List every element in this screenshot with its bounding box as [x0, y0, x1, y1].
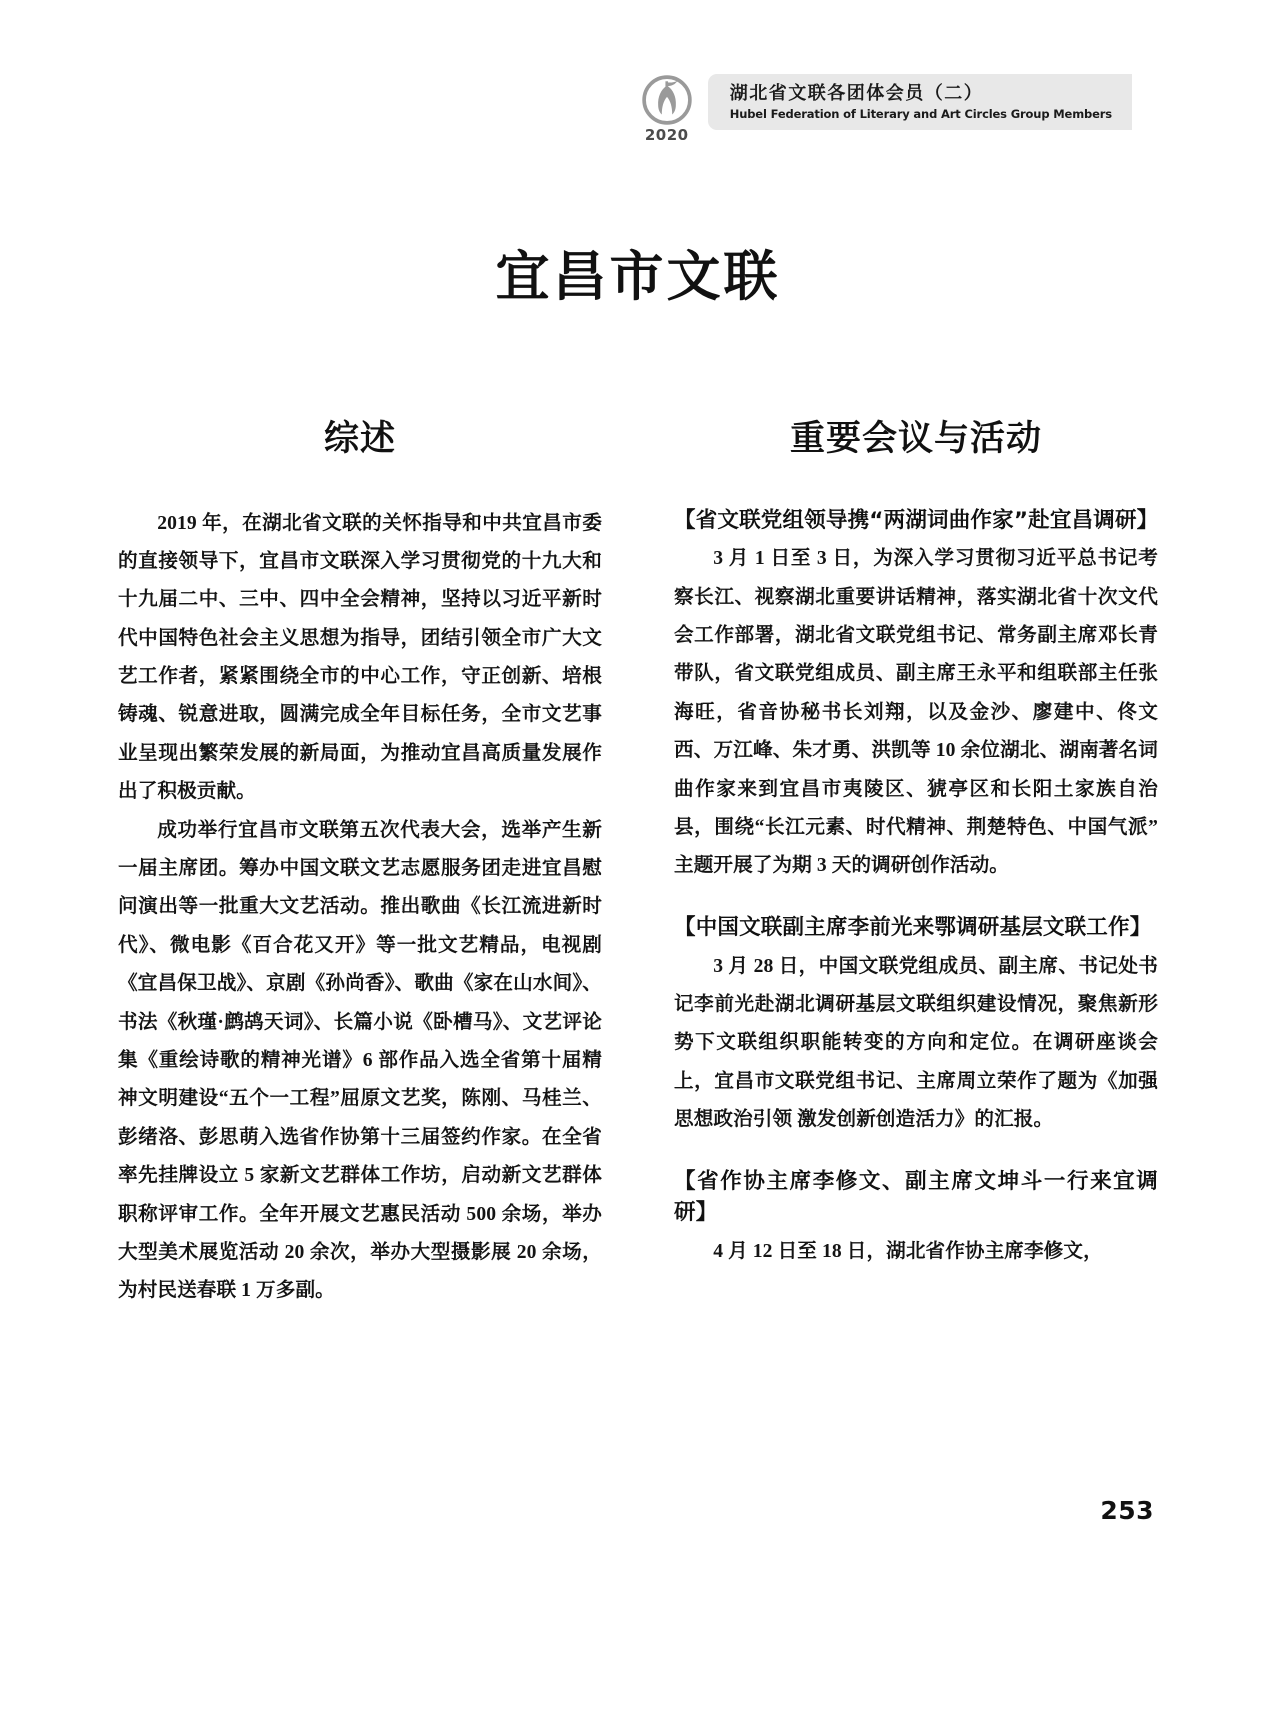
entry-body-3: 4 月 12 日至 18 日，湖北省作协主席李修文，: [713, 1241, 1103, 1263]
entry-heading-1: 【省文联党组领导携“两湖词曲作家”赴宜昌调研】: [674, 507, 1159, 533]
section-heading-meetings: 重要会议与活动: [789, 419, 1042, 459]
header-title-en: Hubel Federation of Literary and Art Circles Group Members: [729, 106, 1112, 121]
header-title-cn: 湖北省文联各团体会员（二）: [729, 83, 984, 103]
entry-body-1: 3 月 1 日至 3 日，为深入学习贯彻习近平总书记考察长江、视察湖北重要讲话精神，落实湖北省十次文代会工作部署，湖北省文联党组书记、常务副主席邓长青带队，省文联党组成员、副主席王永平和组联部主任张海旺，省音协秘书长刘翔，以及金沙、廖建中、佟文西、万江峰、朱才勇、洪凯等 10 余位湖北、湖南著名词曲作家来到宜昌市夷陵区、猇亭区和长阳土家族自治县，围绕“长江元素、时代精神、荆楚特色、中国气派”主题开展了为期 3 天的调研创作活动。: [674, 548, 1158, 877]
overview-paragraph-2: 成功举行宜昌市文联第五次代表大会，选举产生新一届主席团。筹办中国文联文艺志愿服务团走进宜昌慰问演出等一批重大文艺活动。推出歌曲《长江流进新时代》、微电影《百合花又开》等一批文艺精品，电视剧《宜昌保卫战》、京剧《孙尚香》、歌曲《家在山水间》、书法《秋瑾·鹧鸪天词》、长篇小说《卧槽马》、文艺评论集《重绘诗歌的精神光谱》6 部作品入选全省第十届精神文明建设“五个一工程”屈原文艺奖，陈刚、马桂兰、彭绪洛、彭思萌入选省作协第十三届签约作家。在全省率先挂牌设立 5 家新文艺群体工作坊，启动新文艺群体职称评审工作。全年开展文艺惠民活动 500 余场，举办大型美术展览活动 20 余次，举办大型摄影展 20 余场，为村民送春联 1 万多副。: [118, 819, 602, 1302]
running-header: [636, 74, 1132, 144]
header-logo-year: 2020: [644, 126, 689, 144]
section-heading-overview: 综述: [323, 419, 396, 459]
page-number: 253: [1100, 1496, 1154, 1525]
overview-paragraph-1: 2019 年，在湖北省文联的关怀指导和中共宜昌市委的直接领导下，宜昌市文联深入学习贯彻党的十九大和十九届二中、三中、四中全会精神，坚持以习近平新时代中国特色社会主义思想为指导，团结引领全市广大文艺工作者，紧紧围绕全市的中心工作，守正创新、培根铸魂、锐意进取，圆满完成全年目标任务，全市文艺事业呈现出繁荣发展的新局面，为推动宜昌高质量发展作出了积极贡献。: [118, 512, 602, 803]
header-logo: [636, 74, 698, 152]
header-title-plate: [708, 74, 1132, 130]
body-columns: [118, 420, 1158, 1311]
entry-heading-3: 【省作协主席李修文、副主席文坤斗一行来宜调研】: [674, 1168, 1158, 1226]
entry-body-2: 3 月 28 日，中国文联党组成员、副主席、书记处书记李前光赴湖北调研基层文联组织建设情况，聚焦新形势下文联组织职能转变的方向和定位。在调研座谈会上，宜昌市文联党组书记、主席周立荣作了题为《加强思想政治引领 激发创新创造活力》的汇报。: [674, 955, 1158, 1131]
entry-heading-2: 【中国文联副主席李前光来鄂调研基层文联工作】: [674, 914, 1152, 940]
left-column: [118, 420, 602, 1311]
right-column: [674, 420, 1158, 1311]
federation-emblem-icon: [641, 74, 693, 126]
page-title: 宜昌市文联: [495, 247, 781, 308]
